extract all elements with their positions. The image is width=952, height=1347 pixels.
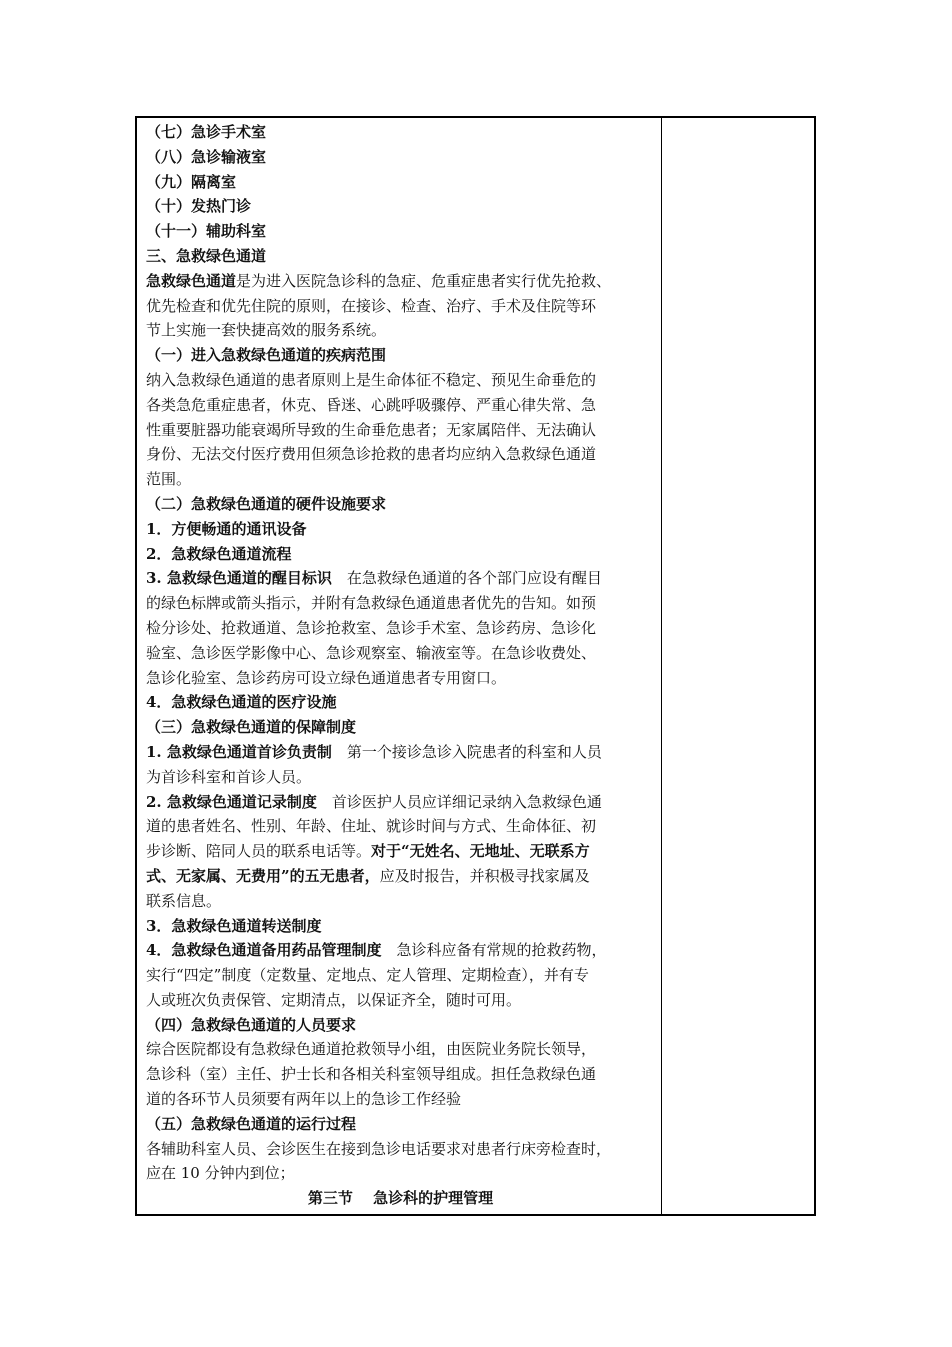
main-text-cell [137,118,662,1214]
body-text: 应在 10 分钟内到位； [146,1164,295,1183]
bold-text: （二）急救绿色通道的硬件设施要求 [146,494,387,513]
body-text: 联系信息。 [146,891,222,910]
text-line [146,542,655,567]
bold-text: 3. 急救绿色通道的醒目标识 [146,569,332,588]
text-line [146,492,655,517]
body-text: 急诊化验室、急诊药房可设立绿色通道患者专用窗口。 [146,668,507,687]
bold-text: 对于“无姓名、无地址、无联系方 [371,842,590,861]
text-line [146,1037,655,1062]
bold-text: （十）发热门诊 [146,197,252,216]
body-text: 为首诊科室和首诊人员。 [146,767,312,786]
bold-text: 第三节 急诊科的护理管理 [307,1189,494,1208]
bold-text: 2. 急救绿色通道记录制度 [146,792,317,811]
text-line [146,170,655,195]
body-text: 实行“四定”制度（定数量、定地点、定人管理、定期检查），并有专 [146,966,589,985]
text-line [146,1137,655,1162]
body-text: 范围。 [146,470,192,489]
body-text: 是为进入医院急诊科的急症、危重症患者实行优先抢救、 [236,271,612,290]
text-line [146,294,655,319]
text-line [146,1161,655,1186]
body-text: 各类急危重症患者，休克、昏迷、心跳呼吸骤停、严重心律失常、急 [146,395,597,414]
bold-text: （五）急救绿色通道的运行过程 [146,1114,357,1133]
bold-text: （一）进入急救绿色通道的疾病范围 [146,346,387,365]
text-line [146,1013,655,1038]
text-line [146,864,655,889]
text-line [146,914,655,939]
bold-text: 急救绿色通道 [146,271,237,290]
bold-text: 三、急救绿色通道 [146,246,267,265]
text-line [146,963,655,988]
text-line [146,393,655,418]
text-line [146,591,655,616]
bold-text: 1. 急救绿色通道首诊负责制 [146,742,332,761]
body-text: 综合医院都设有急救绿色通道抢救领导小组，由医院业务院长领导， [146,1040,597,1059]
body-text: 在急救绿色通道的各个部门应设有醒目 [331,569,602,588]
text-line [146,566,655,591]
text-line [146,1062,655,1087]
body-text: 步诊断、陪同人员的联系电话等。 [146,842,372,861]
body-text: 第一个接诊急诊入院患者的科室和人员 [331,742,602,761]
text-line [146,690,655,715]
body-text: 纳入急救绿色通道的患者原则上是生命体征不稳定、预见生命垂危的 [146,370,597,389]
bold-text: （七）急诊手术室 [146,123,267,141]
text-line [146,517,655,542]
text-line [146,269,655,294]
bold-text: 式、无家属、无费用”的五无患者， [146,866,380,885]
text-line [146,219,655,244]
text-line [146,120,655,145]
section-heading [146,1186,655,1211]
body-text: 验室、急诊医学影像中心、急诊观察室、输液室等。在急诊收费处、 [146,643,597,662]
text-line [146,616,655,641]
bold-text: （九）隔离室 [146,172,237,191]
body-text: 优先检查和优先住院的原则，在接诊、检查、治疗、手术及住院等环 [146,296,597,315]
bold-text: 4．急救绿色通道的医疗设施 [146,693,337,712]
text-line [146,194,655,219]
text-line [146,790,655,815]
body-text: 的绿色标牌或箭头指示，并附有急救绿色通道患者优先的告知。如预 [146,594,597,613]
text-line [146,318,655,343]
body-text: 急诊科应备有常规的抢救药物， [381,941,607,960]
body-text: 性重要脏器功能衰竭所导致的生命垂危患者；无家属陪伴、无法确认 [146,420,597,439]
bold-text: 4．急救绿色通道备用药品管理制度 [146,941,382,960]
text-line [146,839,655,864]
bold-text: （四）急救绿色通道的人员要求 [146,1015,357,1034]
body-text: 道的患者姓名、性别、年龄、住址、就诊时间与方式、生命体征、初 [146,817,597,836]
text-line [146,1112,655,1137]
body-text: 急诊科（室）主任、护士长和各相关科室领导组成。担任急救绿色通 [146,1065,597,1084]
text-line [146,343,655,368]
text-line [146,666,655,691]
bold-text: （十一）辅助科室 [146,222,267,241]
bold-text: （八）急诊输液室 [146,147,267,166]
body-text: 道的各环节人员须要有两年以上的急诊工作经验 [146,1090,462,1109]
text-line [146,641,655,666]
text-line [146,988,655,1013]
body-text: 应及时报告，并积极寻找家属及 [379,866,590,885]
text-line [146,765,655,790]
body-text: 身份、无法交付医疗费用但须急诊抢救的患者均应纳入急救绿色通道 [146,445,597,464]
text-line [146,1087,655,1112]
text-line [146,938,655,963]
body-text: 节上实施一套快捷高效的服务系统。 [146,321,387,340]
text-line [146,814,655,839]
text-line [146,442,655,467]
text-line [146,368,655,393]
body-text: 各辅助科室人员、会诊医生在接到急诊电话要求对患者行床旁检查时， [146,1139,612,1158]
bold-text: （三）急救绿色通道的保障制度 [146,718,357,737]
text-line [146,740,655,765]
text-line [146,715,655,740]
bold-text: 2．急救绿色通道流程 [146,544,292,563]
text-line [146,418,655,443]
body-text: 人或班次负责保管、定期清点，以保证齐全，随时可用。 [146,990,522,1009]
bold-text: 3．急救绿色通道转送制度 [146,916,322,935]
side-note-cell [662,118,814,1214]
text-line [146,145,655,170]
bold-text: 1．方便畅通的通讯设备 [146,519,307,538]
content-table [135,116,816,1216]
body-text: 首诊医护人员应详细记录纳入急救绿色通 [316,792,602,811]
text-line [146,467,655,492]
body-text: 检分诊处、抢救通道、急诊抢救室、急诊手术室、急诊药房、急诊化 [146,618,597,637]
text-line [146,889,655,914]
text-line [146,244,655,269]
